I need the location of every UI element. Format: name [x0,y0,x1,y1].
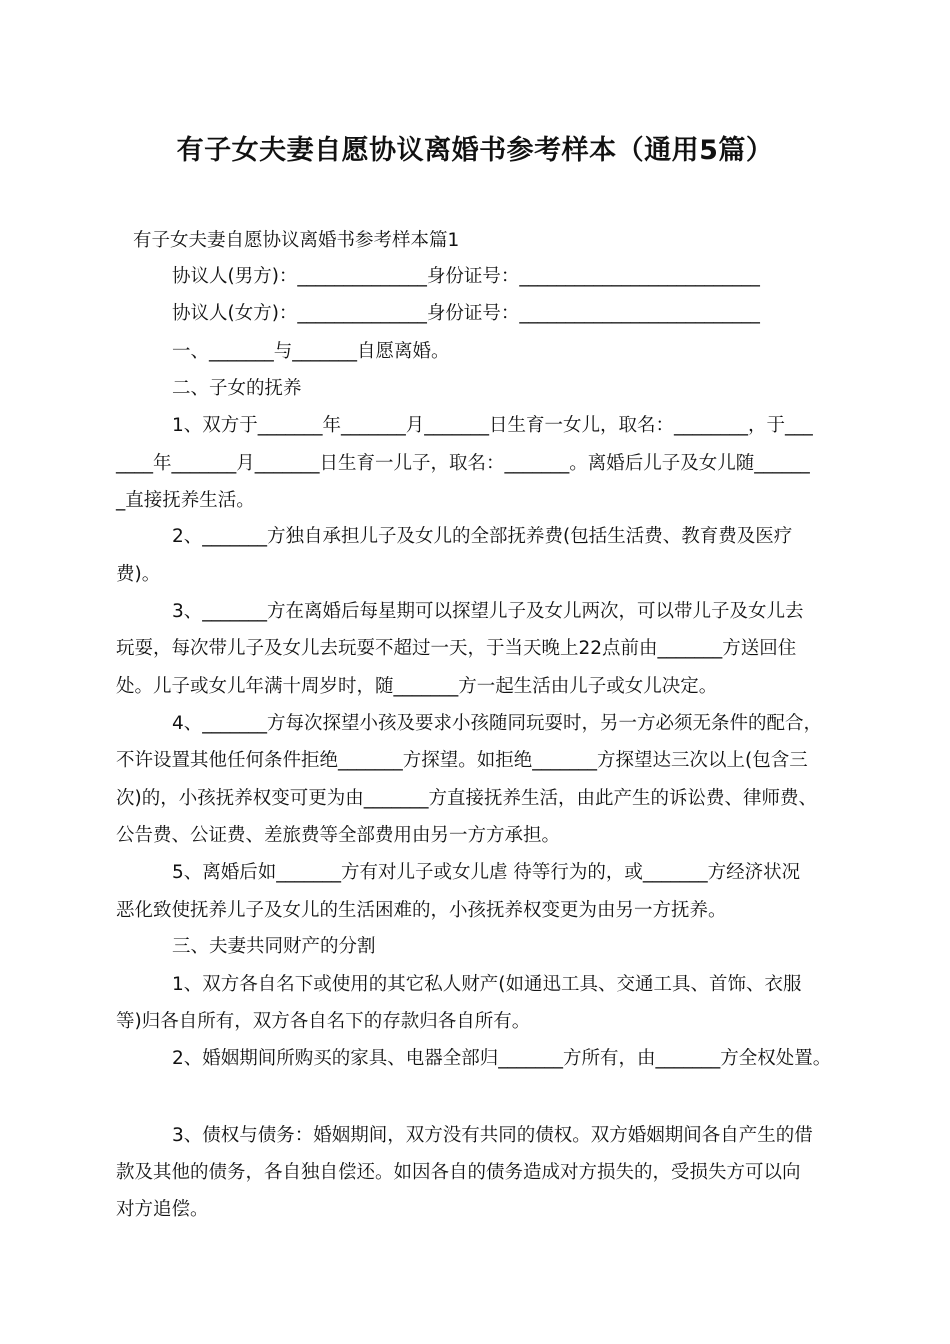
clause-line: 次)的，小孩抚养权变可更为由_______方直接抚养生活，由此产生的诉讼费、律师费、 [116,788,817,809]
clause-line: 恶化致使抚养儿子及女儿的生活困难的，小孩抚养权变更为由另一方抚养。 [116,900,727,921]
clause-heading: 二、子女的抚养 [172,378,302,399]
party-female-line: 协议人(女方)：______________身份证号：__________________________ [172,303,760,324]
clause-line: 5、离婚后如_______方有对儿子或女儿虐 待等行为的，或_______方经济状况 [172,862,801,883]
clause-line: 处。儿子或女儿年满十周岁时，随_______方一起生活由儿子或女儿决定。 [116,676,718,697]
clause-line: 一、_______与_______自愿离婚。 [172,341,450,362]
document-title: 有子女夫妻自愿协议离婚书参考样本（通用5篇） [176,135,774,166]
clause-line: 款及其他的债务，各自独自偿还。如因各自的债务造成对方损失的，受损失方可以向 [116,1162,801,1183]
clause-line: 1、双方各自名下或使用的其它私人财产(如通迅工具、交通工具、首饰、衣服 [172,974,802,995]
clause-line: 2、婚姻期间所购买的家具、电器全部归_______方所有，由_______方全权处置。 [172,1048,832,1069]
clause-heading: 三、夫妻共同财产的分割 [172,936,376,957]
clause-line: ____年_______月_______日生育一儿子，取名：_______。离婚后儿子及女儿随______ [116,453,810,474]
clause-line: 4、_______方每次探望小孩及要求小孩随同玩耍时，另一方必须无条件的配合， [172,713,823,734]
clause-line: 等)归各自所有，双方各自名下的存款归各自所有。 [116,1011,531,1032]
clause-line: 费)。 [116,564,161,585]
clause-line: 不许设置其他任何条件拒绝_______方探望。如拒绝_______方探望达三次以上(包含三 [116,750,808,771]
clause-line: 1、双方于_______年_______月_______日生育一女儿，取名：________，于___ [172,415,813,436]
clause-line: _直接抚养生活。 [116,490,255,511]
clause-line: 2、_______方独自承担儿子及女儿的全部抚养费(包括生活费、教育费及医疗 [172,526,793,547]
clause-line: 3、债权与债务：婚姻期间，双方没有共同的债权。双方婚姻期间各自产生的借 [172,1125,813,1146]
clause-line: 3、_______方在离婚后每星期可以探望儿子及女儿两次，可以带儿子及女儿去 [172,601,804,622]
clause-line: 公告费、公证费、差旅费等全部费用由另一方方承担。 [116,825,561,846]
section-heading: 有子女夫妻自愿协议离婚书参考样本篇1 [133,230,460,251]
clause-line: 对方追偿。 [116,1199,209,1220]
party-male-line: 协议人(男方)：______________身份证号：__________________________ [172,266,760,287]
clause-line: 玩耍，每次带儿子及女儿去玩耍不超过一天，于当天晚上22点前由_______方送回住 [116,638,797,659]
